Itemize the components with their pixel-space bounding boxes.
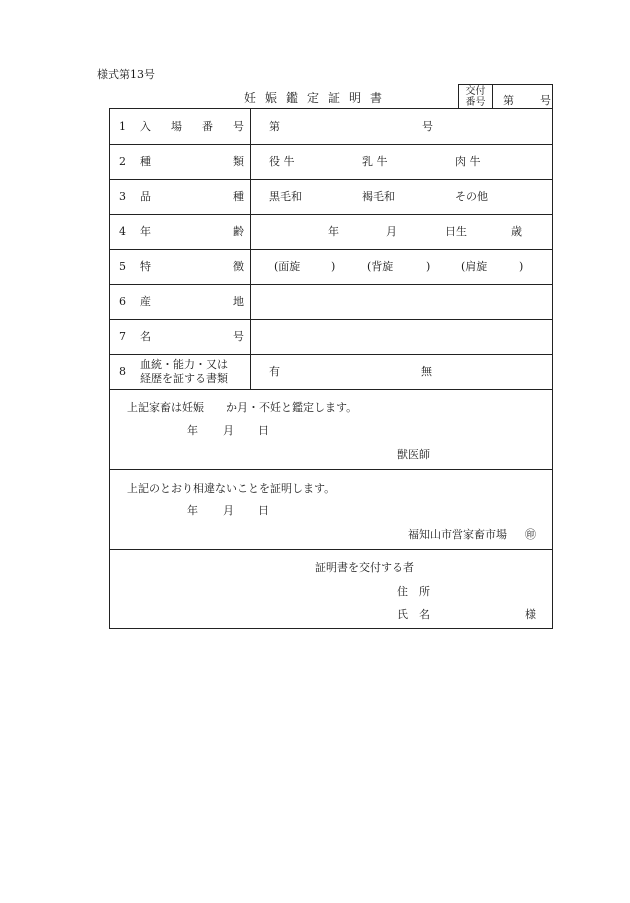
feature-shoulder-whorl-close: ) xyxy=(519,260,524,273)
recipient-name-label: 氏 名 xyxy=(397,608,430,621)
age-birthday: 日生 xyxy=(445,225,467,238)
row-number: 5 xyxy=(119,260,126,273)
entry-number-go: 号 xyxy=(422,120,433,133)
age-years-old: 歳 xyxy=(511,225,522,238)
feature-back-whorl-close: ) xyxy=(426,260,431,273)
row-number: 7 xyxy=(119,330,126,343)
row-divider xyxy=(110,469,552,470)
issue-number-label-line1: 交付 xyxy=(465,86,486,97)
option-dairy-cattle: 乳 牛 xyxy=(362,155,388,168)
row-divider xyxy=(110,389,552,390)
recipient-honorific: 様 xyxy=(525,608,536,621)
issue-number-label xyxy=(459,85,493,108)
certify-date-day: 日 xyxy=(258,504,269,517)
feature-face-whorl: (面旋 xyxy=(274,260,301,273)
issue-number-go: 号 xyxy=(540,94,551,107)
option-japanese-brown: 褐毛和 xyxy=(362,190,395,203)
row-label-age: 年齢 xyxy=(140,225,244,238)
market-name: 福知山市営家畜市場 xyxy=(408,528,507,541)
option-other: その他 xyxy=(455,190,488,203)
recipient-address-label: 住 所 xyxy=(397,585,430,598)
row-number: 3 xyxy=(119,190,126,203)
row-number: 4 xyxy=(119,225,126,238)
pedigree-present: 有 xyxy=(269,365,280,378)
row-divider xyxy=(110,284,552,285)
issue-number-label-line2: 番号 xyxy=(465,97,486,108)
row-label-type: 種類 xyxy=(140,155,244,168)
feature-back-whorl: (背旋 xyxy=(367,260,394,273)
certify-date-month: 月 xyxy=(223,504,234,517)
option-draft-cattle: 役 牛 xyxy=(269,155,295,168)
row-divider xyxy=(110,249,552,250)
row-label-breed: 品種 xyxy=(140,190,244,203)
seal-mark: ㊞ xyxy=(525,528,536,541)
entry-number-dai: 第 xyxy=(269,120,280,133)
column-divider xyxy=(250,109,251,389)
issue-number-box xyxy=(458,84,553,108)
certificate-table xyxy=(109,108,553,629)
row-divider xyxy=(110,549,552,550)
row-divider xyxy=(110,319,552,320)
document-title: 妊娠鑑定証明書 xyxy=(244,91,392,105)
row-divider xyxy=(110,214,552,215)
row-number: 2 xyxy=(119,155,126,168)
row-label-entry-number: 入場番号 xyxy=(140,120,244,133)
pregnancy-date-month: 月 xyxy=(223,424,234,437)
pregnancy-statement: 上記家畜は妊娠 か月・不妊と鑑定します。 xyxy=(127,401,358,414)
option-beef-cattle: 肉 牛 xyxy=(455,155,481,168)
row-label-origin: 産地 xyxy=(140,295,244,308)
row-number: 8 xyxy=(119,365,126,378)
recipient-heading: 証明書を交付する者 xyxy=(315,561,414,574)
certify-statement: 上記のとおり相違ないことを証明します。 xyxy=(127,482,336,495)
row-label-name: 名号 xyxy=(140,330,244,343)
option-japanese-black: 黒毛和 xyxy=(269,190,302,203)
row-number: 6 xyxy=(119,295,126,308)
row-label-pedigree-line2: 経歴を証する書類 xyxy=(140,372,228,385)
row-number: 1 xyxy=(119,120,126,133)
pregnancy-date-day: 日 xyxy=(258,424,269,437)
pedigree-absent: 無 xyxy=(421,365,432,378)
feature-shoulder-whorl: (肩旋 xyxy=(461,260,488,273)
row-label-pedigree-line1: 血統・能力・又は xyxy=(140,358,228,371)
age-month: 月 xyxy=(386,225,397,238)
issue-number-dai: 第 xyxy=(503,94,514,107)
row-divider xyxy=(110,144,552,145)
row-label-features: 特徴 xyxy=(140,260,244,273)
certify-date-year: 年 xyxy=(187,504,198,517)
age-year: 年 xyxy=(328,225,339,238)
feature-face-whorl-close: ) xyxy=(331,260,336,273)
pregnancy-date-year: 年 xyxy=(187,424,198,437)
veterinarian-label: 獣医師 xyxy=(397,448,430,461)
row-divider xyxy=(110,179,552,180)
row-divider xyxy=(110,354,552,355)
form-number: 様式第13号 xyxy=(97,68,155,81)
